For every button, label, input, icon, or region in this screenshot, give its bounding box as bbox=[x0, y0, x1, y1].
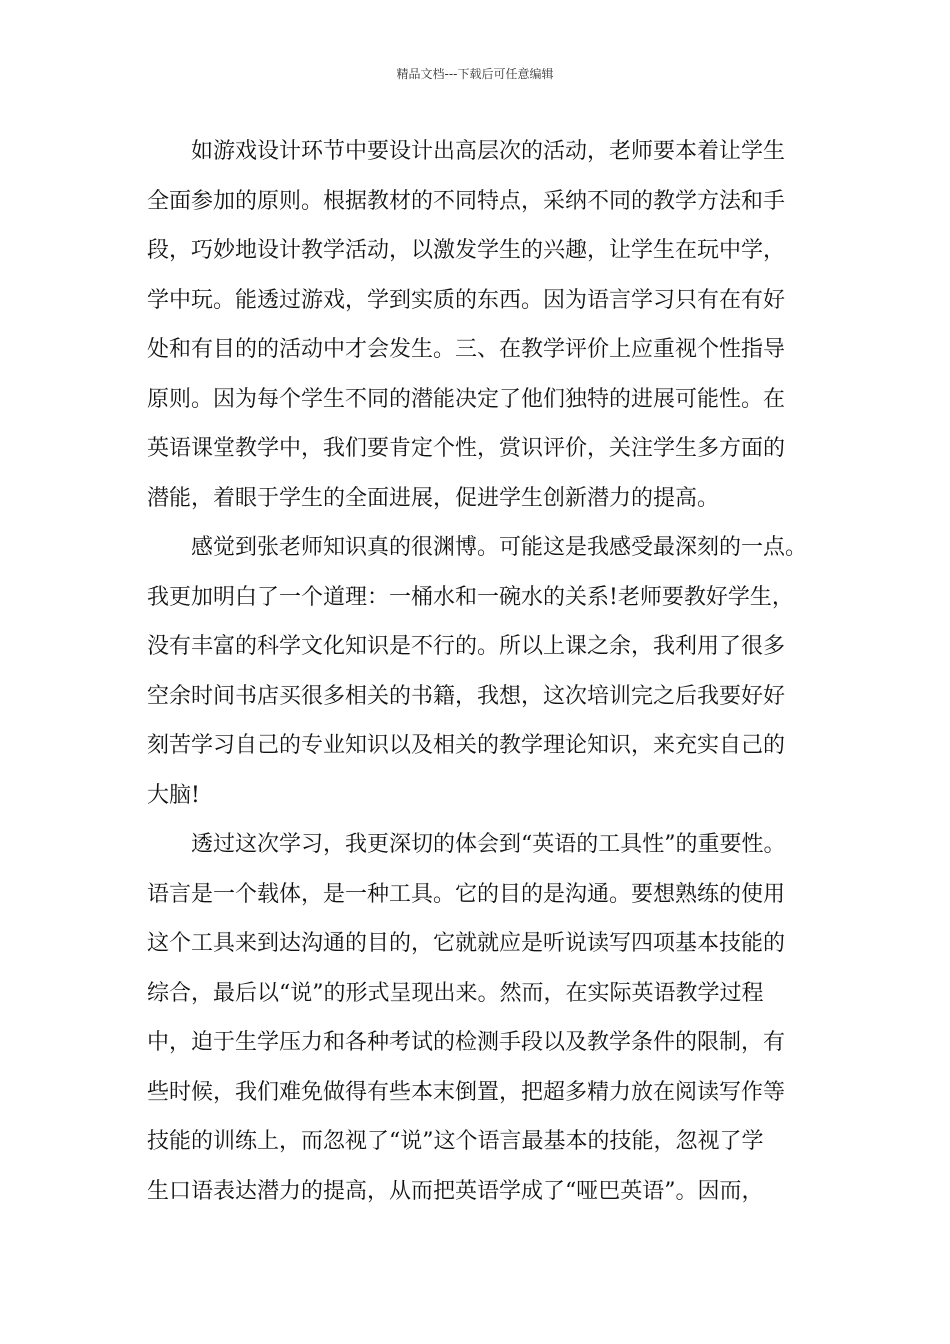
paragraph-3 bbox=[147, 820, 827, 1216]
text-line: 潜能，着眼于学生的全面进展，促进学生创新潜力的提高。 bbox=[147, 485, 720, 511]
page-header: 精品文档---下载后可任意编辑 bbox=[396, 67, 554, 81]
text-line: 中，迫于生学压力和各种考试的检测手段以及教学条件的限制，有 bbox=[147, 1030, 786, 1055]
text-line: 刻苦学习自己的专业知识以及相关的教学理论知识，来充实自己的 bbox=[147, 733, 786, 758]
text-line: 原则。因为每个学生不同的潜能决定了他们独特的进展可能性。在 bbox=[147, 386, 786, 412]
text-line: 技能的训练上，而忽视了“说”这个语言最基本的技能，忽视了学 bbox=[147, 1129, 764, 1154]
text-line: 处和有目的的活动中才会发生。三、在教学评价上应重视个性指导 bbox=[147, 337, 786, 362]
text-line: 学中玩。能透过游戏，学到实质的东西。因为语言学习只有在有好 bbox=[147, 287, 786, 313]
text-line: 些时候，我们难免做得有些本末倒置，把超多精力放在阅读写作等 bbox=[147, 1079, 786, 1105]
text-line: 我更加明白了一个道理：一桶水和一碗水的关系!老师要教好学生， bbox=[147, 584, 794, 610]
text-line: 英语课堂教学中，我们要肯定个性，赏识评价，关注学生多方面的 bbox=[147, 436, 786, 461]
text-line: 大脑! bbox=[147, 782, 200, 808]
text-line: 透过这次学习，我更深切的体会到“英语的工具性”的重要性。 bbox=[191, 832, 786, 857]
paragraph-2 bbox=[147, 523, 827, 820]
text-line: 空余时间书店买很多相关的书籍，我想，这次培训完之后我要好好 bbox=[147, 683, 786, 709]
paragraph-1 bbox=[147, 127, 827, 523]
text-line: 段，巧妙地设计教学活动，以激发学生的兴趣，让学生在玩中学， bbox=[147, 238, 786, 263]
text-line: 感觉到张老师知识真的很渊博。可能这是我感受最深刻的一点。 bbox=[191, 535, 808, 560]
text-line: 这个工具来到达沟通的目的，它就就应是听说读写四项基本技能的 bbox=[147, 931, 786, 956]
document-body bbox=[147, 127, 827, 1216]
text-line: 如游戏设计环节中要设计出高层次的活动，老师要本着让学生 bbox=[191, 139, 786, 164]
text-line: 全面参加的原则。根据教材的不同特点，采纳不同的教学方法和手 bbox=[147, 188, 786, 214]
text-line: 语言是一个载体，是一种工具。它的目的是沟通。要想熟练的使用 bbox=[147, 881, 786, 907]
text-line: 生口语表达潜力的提高，从而把英语学成了“哑巴英语”。因而， bbox=[147, 1178, 764, 1204]
text-line: 没有丰富的科学文化知识是不行的。所以上课之余，我利用了很多 bbox=[147, 634, 786, 659]
text-line: 综合，最后以“说”的形式呈现出来。然而，在实际英语教学过程 bbox=[147, 980, 764, 1006]
